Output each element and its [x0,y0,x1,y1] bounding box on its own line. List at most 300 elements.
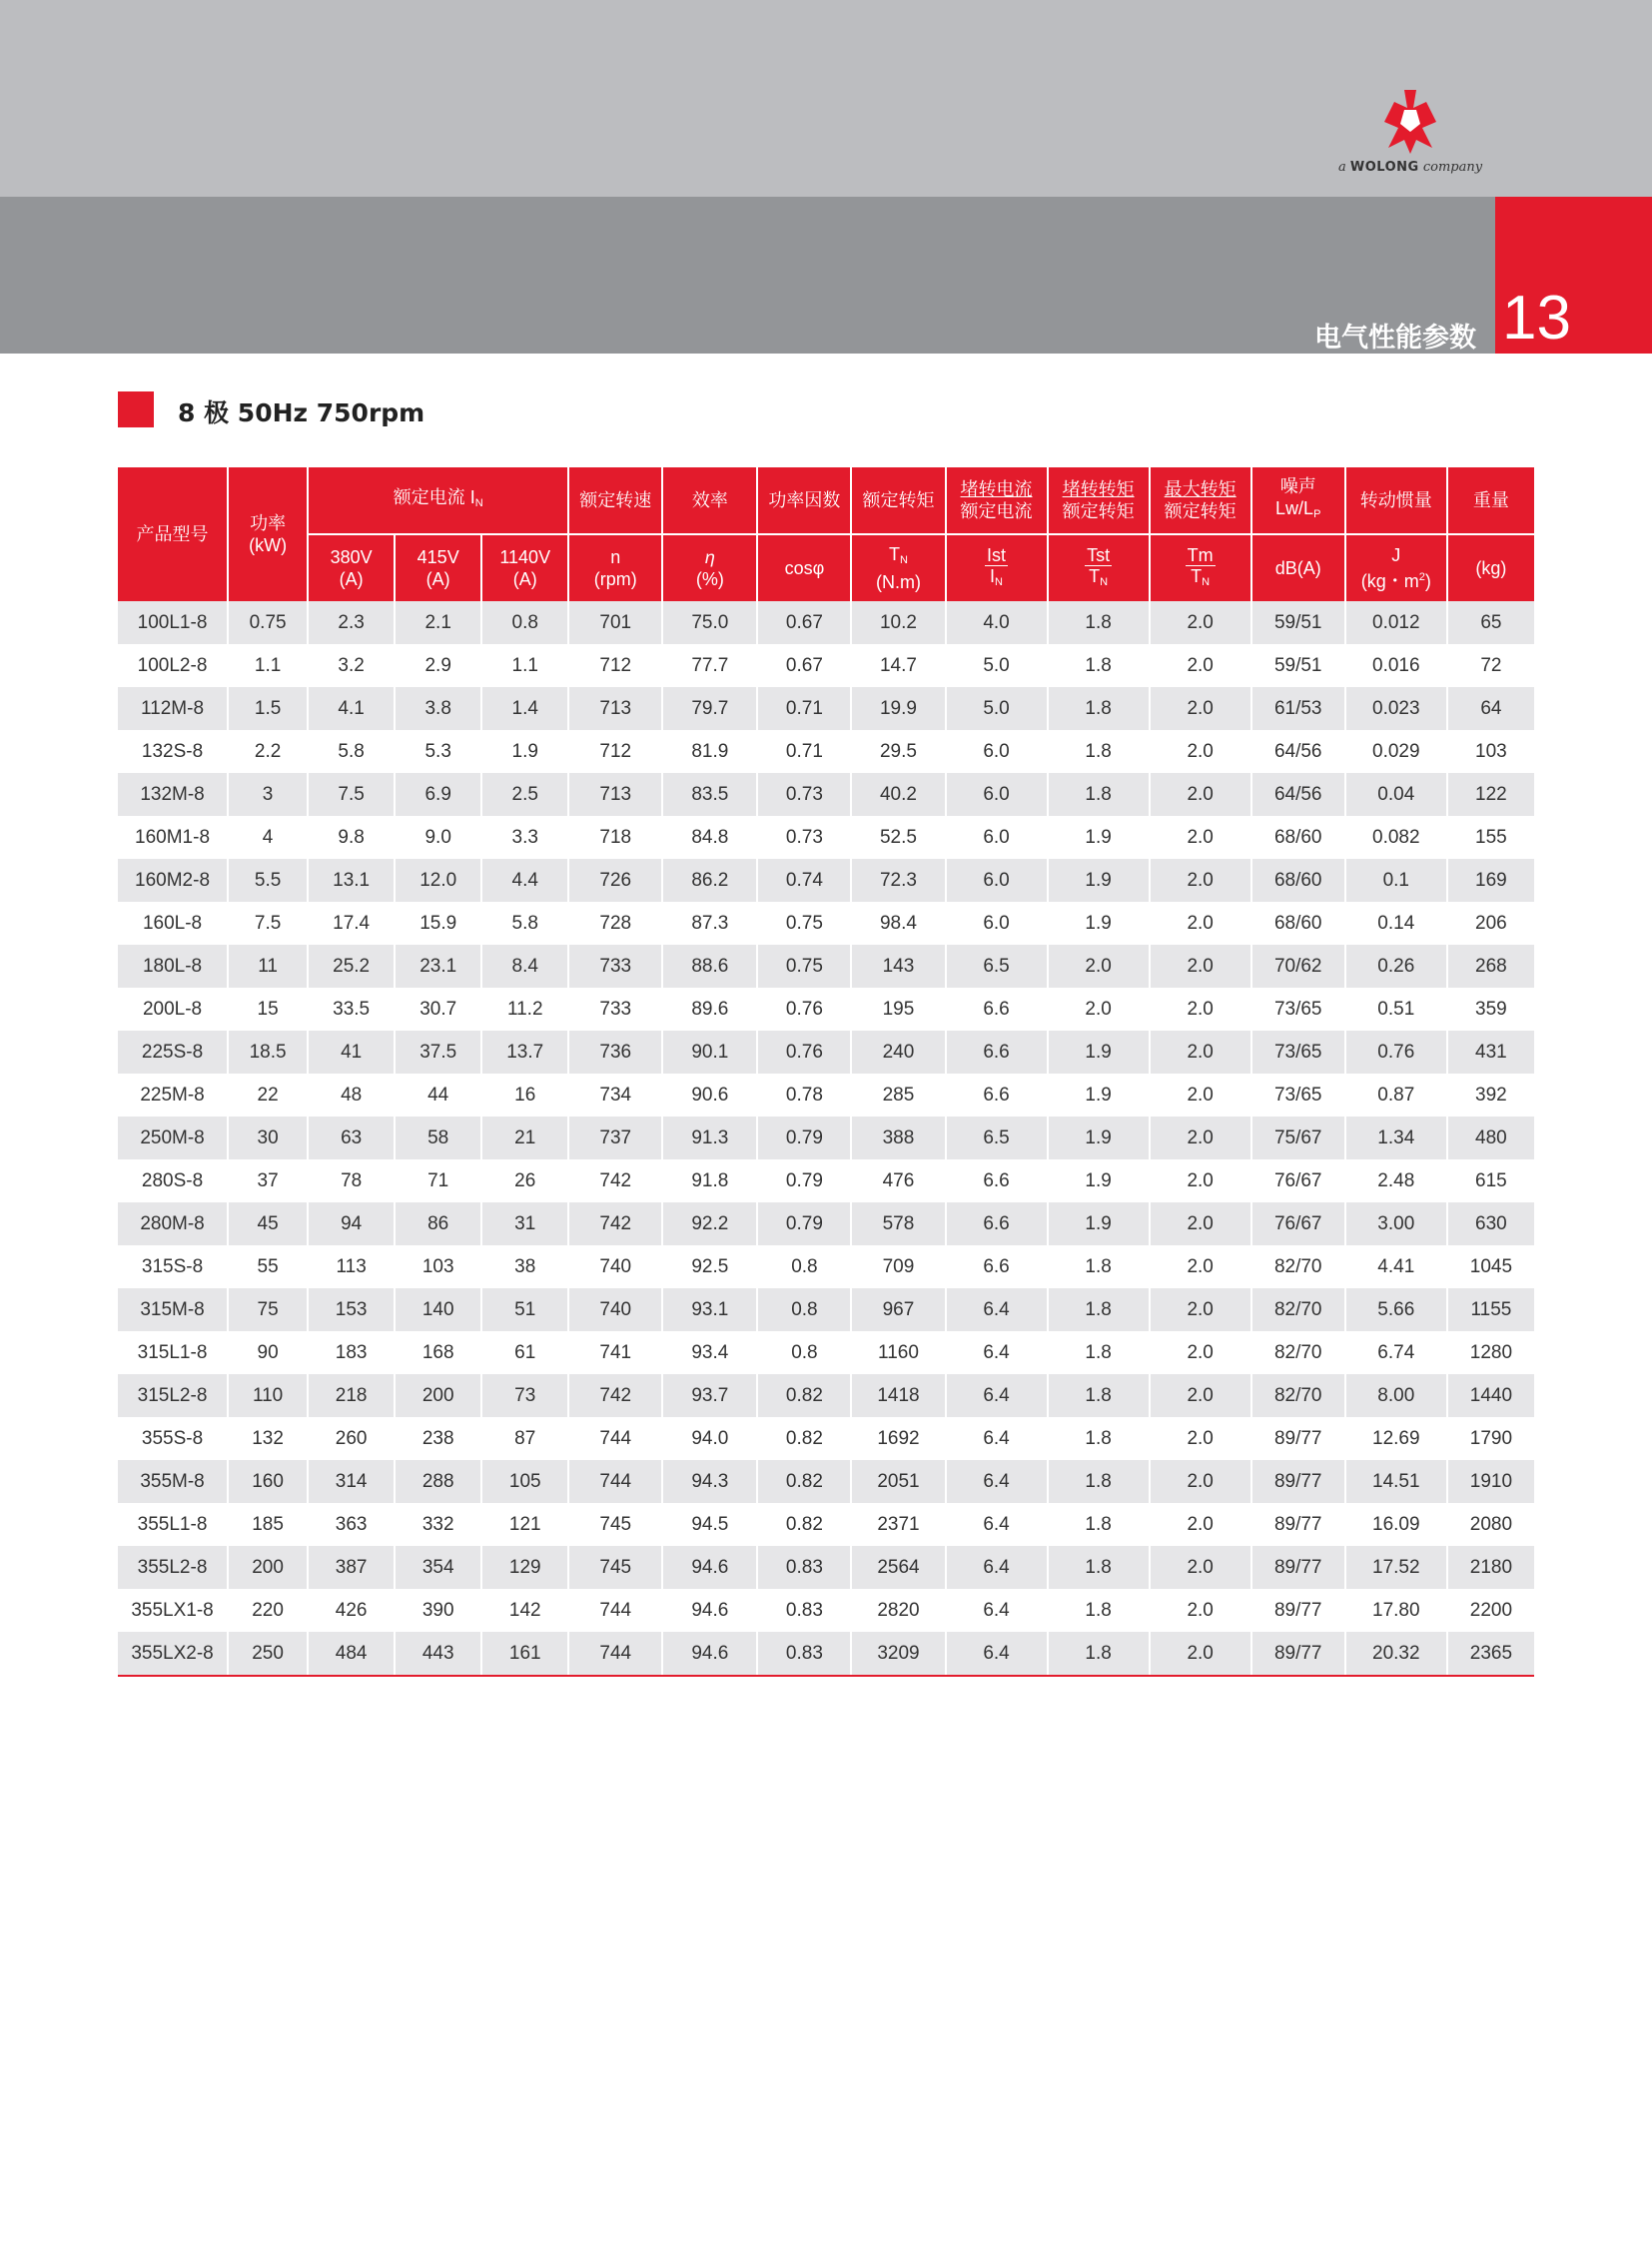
table-cell: 73/65 [1251,988,1345,1031]
table-cell: 2.0 [1150,1159,1251,1202]
table-cell: 2.0 [1150,1074,1251,1117]
table-cell: 48 [308,1074,395,1117]
table-cell: 89/77 [1251,1632,1345,1676]
table-cell: 0.082 [1345,816,1447,859]
table-cell: 6.0 [946,859,1048,902]
table-cell: 16.09 [1345,1503,1447,1546]
table-cell: 82/70 [1251,1331,1345,1374]
table-cell: 1.8 [1048,1589,1150,1632]
table-cell: 1.9 [1048,1117,1150,1159]
table-cell: 2.0 [1150,1117,1251,1159]
table-cell: 1.8 [1048,1460,1150,1503]
table-cell: 2.0 [1048,988,1150,1031]
col-inertia-unit: J (kg・$m^2$) [1345,534,1447,601]
table-cell: 726 [568,859,662,902]
page-number: 13 [1502,284,1571,353]
table-cell: 3.2 [308,644,395,687]
table-cell: 94.6 [662,1589,757,1632]
table-cell: 200 [395,1374,481,1417]
table-cell: 2820 [851,1589,945,1632]
table-cell: 2051 [851,1460,945,1503]
table-cell: 0.8 [481,601,568,644]
table-cell: 5.0 [946,687,1048,730]
table-cell: 1.9 [1048,902,1150,945]
table-cell: 0.8 [757,1331,851,1374]
table-cell: 103 [1447,730,1534,773]
table-cell: 1.8 [1048,1417,1150,1460]
table-cell: 480 [1447,1117,1534,1159]
table-cell: 0.51 [1345,988,1447,1031]
table-row [118,687,1534,730]
table-cell: 3.00 [1345,1202,1447,1245]
table-cell: 6.6 [946,1202,1048,1245]
table-row [118,988,1534,1031]
spec-table-wrapper [118,467,1534,1677]
table-cell: 1.8 [1048,1331,1150,1374]
table-row [118,730,1534,773]
table-cell: 1.8 [1048,1632,1150,1676]
table-cell: 1.8 [1048,1245,1150,1288]
heading-marker [118,391,154,427]
logo-brand-name: WOLONG [1349,160,1419,175]
table-cell: 1.8 [1048,1503,1150,1546]
table-cell: 355L1-8 [118,1503,228,1546]
table-cell: 2.0 [1150,816,1251,859]
table-cell: 0.73 [757,773,851,816]
table-cell: 3.8 [395,687,481,730]
table-row [118,1031,1534,1074]
table-cell: 76/67 [1251,1159,1345,1202]
table-cell: 733 [568,945,662,988]
table-cell: 58 [395,1117,481,1159]
table-cell: 0.26 [1345,945,1447,988]
table-cell: 8.4 [481,945,568,988]
table-cell: 5.8 [481,902,568,945]
table-cell: 718 [568,816,662,859]
col-locked-torque-ratio: 堵转转矩 额定转矩 [1048,467,1150,534]
table-row [118,1417,1534,1460]
table-cell: 701 [568,601,662,644]
table-cell: 89.6 [662,988,757,1031]
table-row [118,859,1534,902]
table-cell: 332 [395,1503,481,1546]
table-cell: 1.9 [1048,1202,1150,1245]
table-cell: 713 [568,687,662,730]
table-cell: 2.0 [1150,773,1251,816]
table-cell: 155 [1447,816,1534,859]
table-cell: 1.8 [1048,644,1150,687]
table-cell: 200 [228,1546,308,1589]
table-cell: 0.75 [757,945,851,988]
table-cell: 6.5 [946,945,1048,988]
table-cell: 6.0 [946,773,1048,816]
table-cell: 68/60 [1251,816,1345,859]
table-cell: 17.4 [308,902,395,945]
table-cell: 6.6 [946,1031,1048,1074]
table-cell: 160L-8 [118,902,228,945]
table-cell: 1.8 [1048,773,1150,816]
col-locked-current-ratio: 堵转电流 额定电流 [946,467,1048,534]
table-cell: 388 [851,1117,945,1159]
table-cell: 3 [228,773,308,816]
table-cell: 2.1 [395,601,481,644]
table-cell: 736 [568,1031,662,1074]
table-cell: 1.4 [481,687,568,730]
table-cell: 2080 [1447,1503,1534,1546]
table-cell: 61/53 [1251,687,1345,730]
table-cell: 225S-8 [118,1031,228,1074]
table-cell: 100L2-8 [118,644,228,687]
table-cell: 94.0 [662,1417,757,1460]
table-cell: 2.0 [1150,1202,1251,1245]
col-current-415v: 415V (A) [395,534,481,601]
table-cell: 25.2 [308,945,395,988]
table-cell: 2180 [1447,1546,1534,1589]
table-cell: 744 [568,1632,662,1676]
table-cell: 77.7 [662,644,757,687]
table-cell: 183 [308,1331,395,1374]
table-cell: 2.0 [1150,1245,1251,1288]
table-cell: 6.4 [946,1460,1048,1503]
table-cell: 82/70 [1251,1374,1345,1417]
table-cell: 78 [308,1159,395,1202]
table-cell: 0.76 [1345,1031,1447,1074]
table-cell: 709 [851,1245,945,1288]
table-cell: 93.7 [662,1374,757,1417]
table-cell: 1.8 [1048,687,1150,730]
col-noise-unit: dB(A) [1251,534,1345,601]
table-cell: 268 [1447,945,1534,988]
table-cell: 98.4 [851,902,945,945]
table-cell: 712 [568,730,662,773]
table-cell: 59/51 [1251,601,1345,644]
table-cell: 314 [308,1460,395,1503]
col-efficiency-unit: η (%) [662,534,757,601]
table-cell: 26 [481,1159,568,1202]
table-cell: 0.75 [228,601,308,644]
table-cell: 315S-8 [118,1245,228,1288]
table-cell: 113 [308,1245,395,1288]
table-cell: 0.82 [757,1460,851,1503]
table-cell: 15.9 [395,902,481,945]
table-cell: 2.0 [1150,1031,1251,1074]
table-cell: 2.48 [1345,1159,1447,1202]
table-cell: 0.71 [757,687,851,730]
table-cell: 200L-8 [118,988,228,1031]
col-power: 功率 (kW) [228,467,308,601]
table-cell: 225M-8 [118,1074,228,1117]
table-cell: 7.5 [228,902,308,945]
table-row [118,1117,1534,1159]
table-cell: 8.00 [1345,1374,1447,1417]
table-cell: 0.8 [757,1288,851,1331]
table-cell: 2.0 [1150,1331,1251,1374]
table-cell: 87 [481,1417,568,1460]
table-cell: 1.34 [1345,1117,1447,1159]
table-cell: 6.4 [946,1331,1048,1374]
table-cell: 218 [308,1374,395,1417]
table-cell: 76/67 [1251,1202,1345,1245]
table-cell: 363 [308,1503,395,1546]
table-cell: 73/65 [1251,1074,1345,1117]
table-cell: 140 [395,1288,481,1331]
table-cell: 0.76 [757,988,851,1031]
table-cell: 1.8 [1048,1374,1150,1417]
table-cell: 94.6 [662,1632,757,1676]
table-cell: 2.0 [1150,1288,1251,1331]
table-cell: 38 [481,1245,568,1288]
table-cell: 33.5 [308,988,395,1031]
table-cell: 122 [1447,773,1534,816]
table-cell: 70/62 [1251,945,1345,988]
table-cell: 6.6 [946,988,1048,1031]
table-cell: 1.8 [1048,730,1150,773]
table-cell: 29.5 [851,730,945,773]
table-cell: 1.9 [1048,859,1150,902]
table-cell: 1418 [851,1374,945,1417]
table-cell: 14.51 [1345,1460,1447,1503]
table-cell: 6.4 [946,1546,1048,1589]
table-cell: 2.0 [1150,859,1251,902]
table-cell: 4 [228,816,308,859]
table-cell: 5.5 [228,859,308,902]
table-body [118,601,1534,1676]
table-row [118,816,1534,859]
table-cell: 2.0 [1150,1503,1251,1546]
table-cell: 355LX1-8 [118,1589,228,1632]
table-cell: 13.7 [481,1031,568,1074]
table-cell: 93.1 [662,1288,757,1331]
table-cell: 359 [1447,988,1534,1031]
table-cell: 94.6 [662,1546,757,1589]
table-cell: 73 [481,1374,568,1417]
table-cell: 185 [228,1503,308,1546]
table-cell: 2.0 [1150,1589,1251,1632]
table-cell: 238 [395,1417,481,1460]
col-power-factor: 功率因数 [757,467,851,534]
table-cell: 1160 [851,1331,945,1374]
table-cell: 742 [568,1159,662,1202]
table-cell: 288 [395,1460,481,1503]
table-cell: 82/70 [1251,1288,1345,1331]
table-cell: 1440 [1447,1374,1534,1417]
table-cell: 17.80 [1345,1589,1447,1632]
table-cell: 1.8 [1048,1288,1150,1331]
table-cell: 1.9 [1048,816,1150,859]
table-cell: 160 [228,1460,308,1503]
table-cell: 2.2 [228,730,308,773]
table-cell: 443 [395,1632,481,1676]
table-cell: 11 [228,945,308,988]
col-model: 产品型号 [118,467,228,601]
table-cell: 713 [568,773,662,816]
table-row [118,1159,1534,1202]
table-cell: 315L1-8 [118,1331,228,1374]
table-cell: 14.7 [851,644,945,687]
table-cell: 220 [228,1589,308,1632]
table-cell: 12.69 [1345,1417,1447,1460]
table-cell: 0.14 [1345,902,1447,945]
table-cell: 0.78 [757,1074,851,1117]
table-cell: 6.0 [946,902,1048,945]
table-cell: 0.75 [757,902,851,945]
logo-caption: a WOLONG company [1338,160,1483,175]
table-row [118,1331,1534,1374]
table-cell: 2.0 [1150,988,1251,1031]
col-efficiency: 效率 [662,467,757,534]
table-cell: 0.87 [1345,1074,1447,1117]
col-rated-current: 额定电流 $I_N$ [308,467,568,534]
table-cell: 100L1-8 [118,601,228,644]
table-cell: 121 [481,1503,568,1546]
table-cell: 1.1 [228,644,308,687]
table-cell: 354 [395,1546,481,1589]
table-cell: 1045 [1447,1245,1534,1288]
table-cell: 355M-8 [118,1460,228,1503]
table-cell: 1280 [1447,1331,1534,1374]
table-cell: 79.7 [662,687,757,730]
table-cell: 1.9 [1048,1031,1150,1074]
table-cell: 0.79 [757,1117,851,1159]
table-cell: 240 [851,1031,945,1074]
table-cell: 0.73 [757,816,851,859]
table-cell: 2.0 [1150,1460,1251,1503]
table-cell: 0.83 [757,1632,851,1676]
table-cell: 2.0 [1150,945,1251,988]
table-cell: 2564 [851,1546,945,1589]
table-cell: 578 [851,1202,945,1245]
table-cell: 160M2-8 [118,859,228,902]
table-cell: 741 [568,1331,662,1374]
col-speed: 额定转速 [568,467,662,534]
table-cell: 92.5 [662,1245,757,1288]
table-cell: 1.8 [1048,601,1150,644]
table-cell: 87.3 [662,902,757,945]
table-cell: 110 [228,1374,308,1417]
table-cell: 19.9 [851,687,945,730]
table-cell: 630 [1447,1202,1534,1245]
table-cell: 280M-8 [118,1202,228,1245]
table-cell: 59/51 [1251,644,1345,687]
table-row [118,1288,1534,1331]
table-cell: 0.82 [757,1374,851,1417]
table-cell: 0.74 [757,859,851,902]
table-cell: 30 [228,1117,308,1159]
table-cell: 250M-8 [118,1117,228,1159]
table-cell: 94 [308,1202,395,1245]
col-max-torque-ratio: 最大转矩 额定转矩 [1150,467,1251,534]
col-speed-unit: n (rpm) [568,534,662,601]
table-cell: 745 [568,1546,662,1589]
table-cell: 89/77 [1251,1503,1345,1546]
table-cell: 37 [228,1159,308,1202]
table-cell: 13.1 [308,859,395,902]
table-cell: 712 [568,644,662,687]
table-cell: 2200 [1447,1589,1534,1632]
table-cell: 737 [568,1117,662,1159]
table-cell: 0.71 [757,730,851,773]
table-cell: 0.1 [1345,859,1447,902]
table-cell: 387 [308,1546,395,1589]
table-cell: 0.016 [1345,644,1447,687]
table-cell: 72.3 [851,859,945,902]
table-cell: 0.04 [1345,773,1447,816]
table-cell: 392 [1447,1074,1534,1117]
table-cell: 0.79 [757,1202,851,1245]
table-cell: 4.41 [1345,1245,1447,1288]
table-cell: 169 [1447,859,1534,902]
table-row [118,1589,1534,1632]
table-row [118,1245,1534,1288]
table-cell: 55 [228,1245,308,1288]
table-cell: 82/70 [1251,1245,1345,1288]
table-cell: 2.0 [1150,730,1251,773]
col-torque-unit: $T_N$ (N.m) [851,534,945,601]
table-cell: 52.5 [851,816,945,859]
table-cell: 10.2 [851,601,945,644]
table-cell: 142 [481,1589,568,1632]
table-cell: 132 [228,1417,308,1460]
table-cell: 740 [568,1245,662,1288]
table-cell: 64/56 [1251,773,1345,816]
table-cell: 6.0 [946,816,1048,859]
table-cell: 0.029 [1345,730,1447,773]
col-current-380v: 380V (A) [308,534,395,601]
table-cell: 744 [568,1417,662,1460]
table-cell: 90 [228,1331,308,1374]
table-cell: 2.0 [1048,945,1150,988]
table-cell: 86.2 [662,859,757,902]
table-cell: 45 [228,1202,308,1245]
table-cell: 0.012 [1345,601,1447,644]
table-cell: 745 [568,1503,662,1546]
table-cell: 5.8 [308,730,395,773]
table-cell: 129 [481,1546,568,1589]
table-cell: 84.8 [662,816,757,859]
table-cell: 44 [395,1074,481,1117]
table-cell: 315L2-8 [118,1374,228,1417]
spec-table [118,467,1534,1677]
table-cell: 64 [1447,687,1534,730]
table-cell: 250 [228,1632,308,1676]
wolong-logo [1338,88,1483,178]
table-cell: 2.0 [1150,1417,1251,1460]
table-cell: 75 [228,1288,308,1331]
table-cell: 0.67 [757,601,851,644]
table-cell: 161 [481,1632,568,1676]
table-row [118,945,1534,988]
table-cell: 92.2 [662,1202,757,1245]
table-row [118,1202,1534,1245]
table-cell: 18.5 [228,1031,308,1074]
table-cell: 132S-8 [118,730,228,773]
table-cell: 1.9 [481,730,568,773]
table-cell: 9.0 [395,816,481,859]
table-row [118,644,1534,687]
table-cell: 742 [568,1202,662,1245]
table-cell: 37.5 [395,1031,481,1074]
col-weight-unit: (kg) [1447,534,1534,601]
table-cell: 744 [568,1589,662,1632]
table-cell: 615 [1447,1159,1534,1202]
col-pf-unit: cosφ [757,534,851,601]
table-cell: 90.1 [662,1031,757,1074]
table-cell: 0.83 [757,1589,851,1632]
table-cell: 2.0 [1150,1374,1251,1417]
table-cell: 15 [228,988,308,1031]
table-cell: 733 [568,988,662,1031]
table-cell: 93.4 [662,1331,757,1374]
